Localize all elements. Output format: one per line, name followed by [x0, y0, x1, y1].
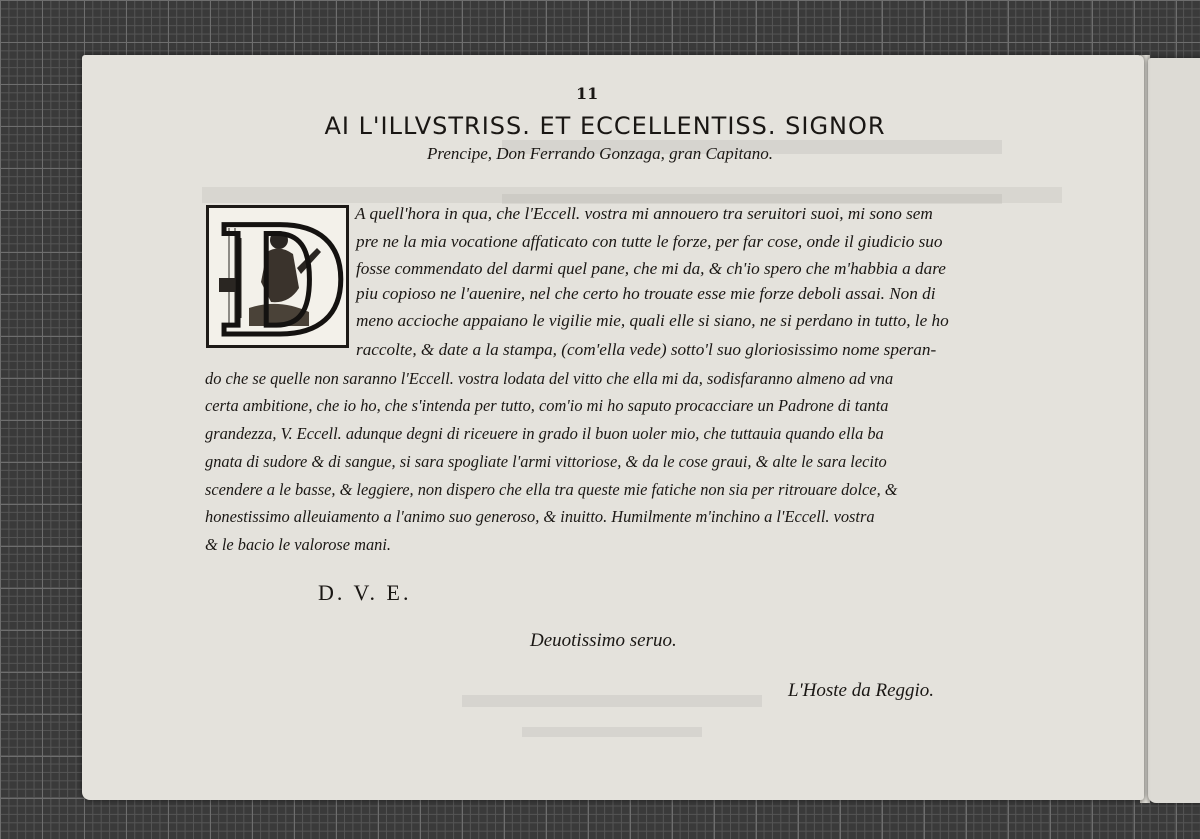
initial-glyph: D: [217, 208, 346, 345]
body-line-1: A quell'hora in qua, che l'Eccell. vostra mi annouero tra seruitori suoi, mi sono sem: [355, 204, 933, 223]
closing-line: Deuotissimo seruo.: [530, 630, 677, 651]
body-line-3: fosse commendato del darmi quel pane, che mi da, & ch'io spero che m'habbia a dare: [356, 259, 946, 278]
body-line-7: do che se quelle non saranno l'Eccell. vostra lodata del vitto che ella mi da, sodisfaranno almeno ad vna: [205, 369, 894, 388]
facing-page: [1148, 58, 1200, 803]
body-line-6: raccolte, & date a la stampa, (com'ella vede) sotto'l suo gloriosissimo nome speran-: [356, 340, 937, 359]
woodcut-initial: [206, 205, 349, 348]
body-line-13: & le bacio le valorose mani.: [205, 535, 392, 554]
body-line-10: gnata di sudore & di sangue, si sara spogliate l'armi vittoriose, & da le cose graui, & alte le sara lecito: [205, 452, 887, 471]
dedication-subtitle: Prencipe, Don Ferrando Gonzaga, gran Capitano.: [427, 144, 773, 163]
folio-number: 11: [576, 84, 599, 103]
show-through-imprint: [462, 695, 762, 707]
body-line-5: meno accioche appaiano le vigilie mie, quali elle si siano, ne si perdano in tutto, le ho: [356, 311, 949, 330]
body-line-11: scendere a le basse, & leggiere, non dispero che ella tra queste mie fatiche non sia per ritrouare dolce, &: [205, 480, 898, 499]
body-line-12: honestissimo alleuiamento a l'animo suo generoso, & inuitto. Humilmente m'inchino a l'Eccell. vostra: [205, 507, 875, 526]
body-line-2: pre ne la mia vocatione affaticato con tutte le forze, per far cose, onde il giudicio suo: [356, 232, 943, 251]
dedication-title: AI L'ILLVSTRISS. ET ECCELLENTISS. SIGNOR: [324, 112, 886, 140]
dve-initials: D. V. E.: [318, 580, 412, 605]
body-line-8: certa ambitione, che io ho, che s'intenda per tutto, com'io mi ho saputo procacciare un Padrone di tanta: [205, 396, 889, 415]
show-through-band: [202, 187, 1062, 203]
show-through-date: [522, 727, 702, 737]
body-line-4: piu copioso ne l'auenire, nel che certo ho trouate esse mie forze deboli assai. Non di: [356, 284, 936, 303]
body-line-9: grandezza, V. Eccell. adunque degni di riceuere in grado il buon uoler mio, che tuttauia quando ella ba: [205, 424, 884, 443]
signature: L'Hoste da Reggio.: [788, 680, 935, 701]
woodcut-initial-art: [209, 208, 346, 345]
